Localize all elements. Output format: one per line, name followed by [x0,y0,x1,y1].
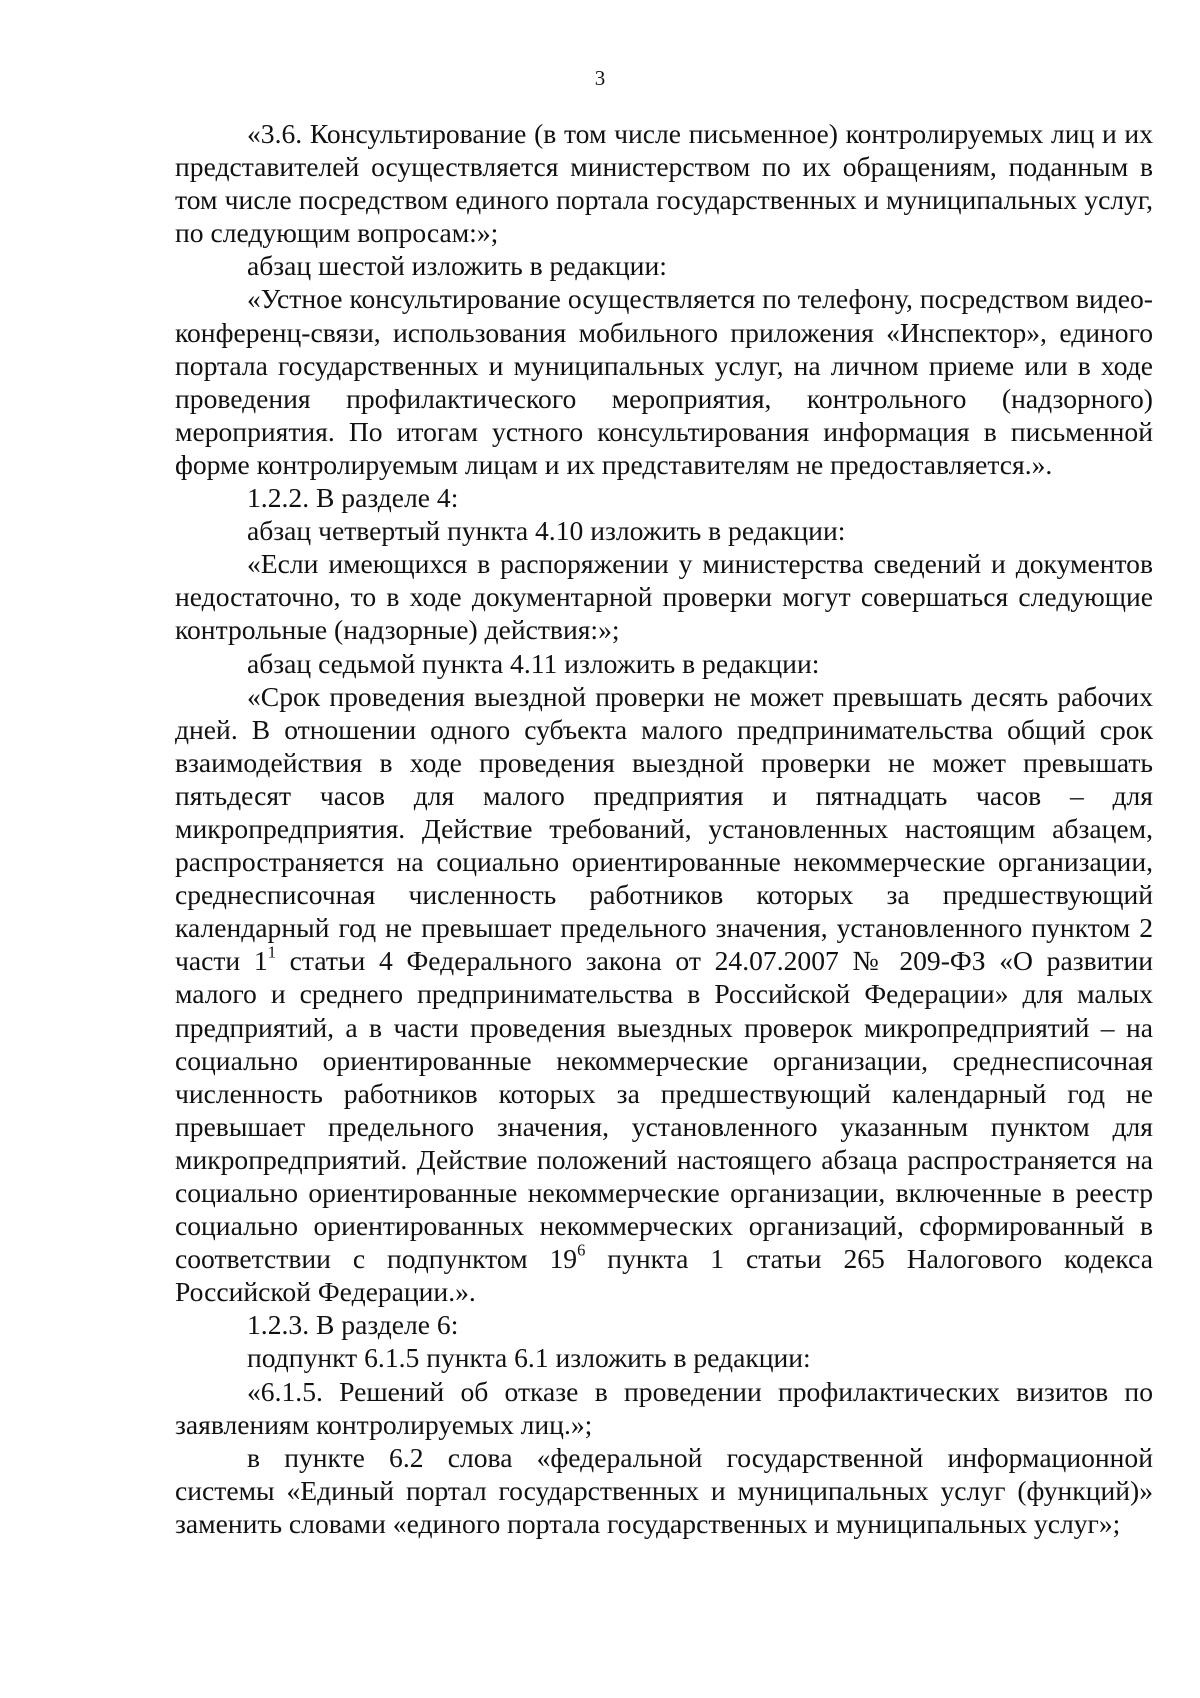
paragraph-1-2-2-heading: 1.2.2. В разделе 4: [247,482,459,514]
paragraph-instruction-sixth-abzac: абзац шестой изложить в редакции: [247,250,667,282]
paragraph-instruction-6-1-5: подпункт 6.1.5 пункта 6.1 изложить в редакции: [247,1342,811,1374]
paragraph-oral-consulting: «Устное консультирование осуществляется по телефону, посредством видео-конференц-связи, использования мобильного приложения «Инспектор», единого портала государственных и муниципальных услуг, на личном приеме или в ходе проведения профилактического мероприятия, контрольного (надзорного) мероприятия. По итогам устного консультирования информация в письменной форме контролируемым лицам и их представителям не предоставляется.». [175,283,1153,480]
paragraph-1-2-3-heading: 1.2.3. В разделе 6: [247,1309,459,1341]
paragraph-6-1-5-decisions: «6.1.5. Решений об отказе в проведении профилактических визитов по заявлениям контролируемых лиц.»; [175,1375,1153,1440]
paragraph-3-6-consulting: «3.6. Консультирование (в том числе письменное) контролируемых лиц и их представителей осуществляется министерством по их обращениям, поданным в том числе посредством единого портала государственных и муниципальных услуг, по следующим вопросам:»; [175,118,1153,249]
onsite-text-part-1: «Срок проведения выездной проверки не может превышать десять рабочих дней. В отношении одного субъекта малого предпринимательства общий срок взаимодействия в ходе проведения выездной проверки не может превышать пятьдесят часов для малого предприятия и пятнадцать часов – для микропредприятия. Действие требований, установленных настоящим абзацем, распространяется на социально ориентированные некоммерческие организации, среднесписочная численность работников которых за предшествующий календарный год не превышает предельного значения, установленного пунктом 2 части 1 [175,680,1153,977]
superscript-6: 6 [577,1240,586,1260]
paragraph-6-2-replacement: в пункте 6.2 слова «федеральной государственной информационной системы «Единый портал государственных и муниципальных услуг (функций)» заменить словами «единого портала государственных и муниципальных услуг»; [175,1441,1153,1539]
onsite-text-part-3: пункта 1 статьи 265 Налогового кодекса Российской Федерации.». [175,1243,1153,1308]
superscript-1: 1 [267,942,276,962]
paragraph-documentary-check: «Если имеющихся в распоряжении у министерства сведений и документов недостаточно, то в ходе документарной проверки могут совершаться следующие контрольные (надзорные) действия:»; [175,548,1153,646]
paragraph-instruction-4-11: абзац седьмой пункта 4.11 изложить в редакции: [247,647,820,679]
page-number: 3 [594,66,606,90]
paragraph-instruction-4-10: абзац четвертый пункта 4.10 изложить в редакции: [247,515,846,547]
document-body [175,117,1153,1540]
paragraph-onsite-inspection-term [175,680,1153,1309]
onsite-text-part-2: статьи 4 Федерального закона от 24.07.2007 № 209-ФЗ «О развитии малого и среднего предпринимательства в Российской Федерации» для малых предприятий, а в части проведения выездных проверок микропредприятий – на социально ориентированные некоммерческие организации, среднесписочная численность работников которых за предшествующий календарный год не превышает предельного значения, установленного указанным пунктом для микропредприятий. Действие положений настоящего абзаца распространяется на социально ориентированные некоммерческие организации, включенные в реестр социально ориентированных некоммерческих организаций, сформированный в соответствии с подпунктом 19 [175,945,1153,1275]
